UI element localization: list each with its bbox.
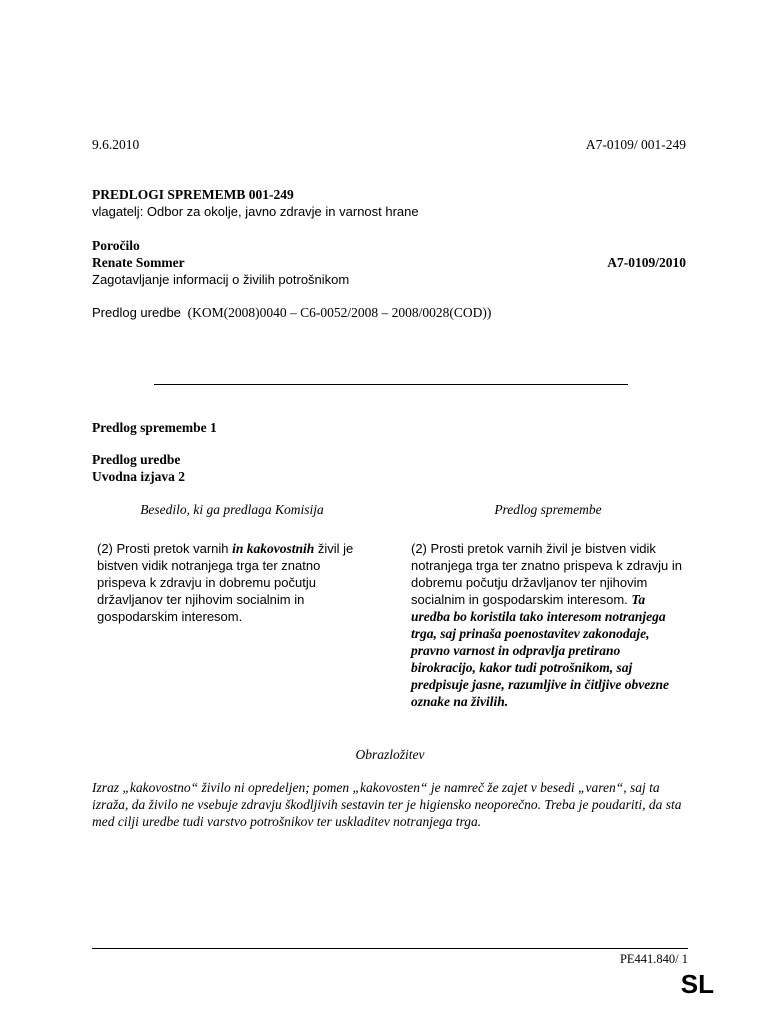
commission-text xyxy=(97,540,369,625)
commission-text-heading: Besedilo, ki ga predlaga Komisija xyxy=(140,502,324,517)
footer-divider xyxy=(92,948,688,949)
language-code: SL xyxy=(680,969,714,999)
document-reference: A7-0109/ 001-249 xyxy=(585,137,686,152)
amendment-doc-type: Predlog uredbe xyxy=(92,452,181,467)
amended-text xyxy=(411,540,686,710)
submitter-line: vlagatelj: Odbor za okolje, javno zdravje in varnost hrane xyxy=(92,204,419,219)
commission-text-deleted: in kakovostnih xyxy=(232,541,315,556)
report-label: Poročilo xyxy=(92,238,140,253)
section-divider xyxy=(154,384,628,385)
amendment-text-heading: Predlog spremembe xyxy=(494,502,602,517)
commission-text-suffix: živil je bistven vidik notranjega trga ter znatno prispeva k zdravju in dobremu počutju državljanov ter njihovim socialnim in gospodarskim interesom. xyxy=(97,541,354,624)
rapporteur-name: Renate Sommer xyxy=(92,255,185,270)
amended-text-added: Ta uredba bo koristila tako interesom notranjega trga, saj prinaša poenostavitev zakonodaje, pravno varnost in odpravlja pretirano birokracijo, kakor tudi potrošnikom, saj predpisuje jasne, razumljive in čitljive obvezne oznake na živilih. xyxy=(411,592,669,709)
proposal-reference: Predlog uredbe (KOM(2008)0040 – C6-0052/2008 – 2008/0028(COD)) xyxy=(92,305,492,320)
amendment-recital: Uvodna izjava 2 xyxy=(92,469,186,484)
amendment-number: Predlog spremembe 1 xyxy=(92,420,217,435)
report-number: A7-0109/2010 xyxy=(607,255,686,270)
amended-text-prefix: (2) Prosti pretok varnih živil je bistven vidik notranjega trga ter znatno prispeva k zdravju in dobremu počutju državljanov ter njihovim socialnim in gospodarskim interesom. xyxy=(411,541,682,607)
commission-text-prefix: (2) Prosti pretok varnih xyxy=(97,541,233,556)
justification-heading: Obrazložitev xyxy=(355,747,425,762)
document-date: 9.6.2010 xyxy=(92,137,140,152)
proposal-code: (KOM(2008)0040 – C6-0052/2008 – 2008/0028(COD)) xyxy=(180,305,492,320)
justification-text: Izraz „kakovostno“ živilo ni opredeljen; pomen „kakovosten“ je namreč že zajet v besedi „varen“, saj ta izraža, da živilo ne vsebuje zdravju škodljivih sestavin ter je higiensko neoporečno. Treba je poudariti, da sta med cilji uredbe tudi varstvo potrošnikov ter uskladitev notranjega trga. xyxy=(92,780,682,829)
document-title: PREDLOGI SPREMEMB 001-249 xyxy=(92,187,294,202)
report-subject: Zagotavljanje informacij o živilih potrošnikom xyxy=(92,272,350,287)
page-reference: PE441.840/ 1 xyxy=(619,952,688,966)
